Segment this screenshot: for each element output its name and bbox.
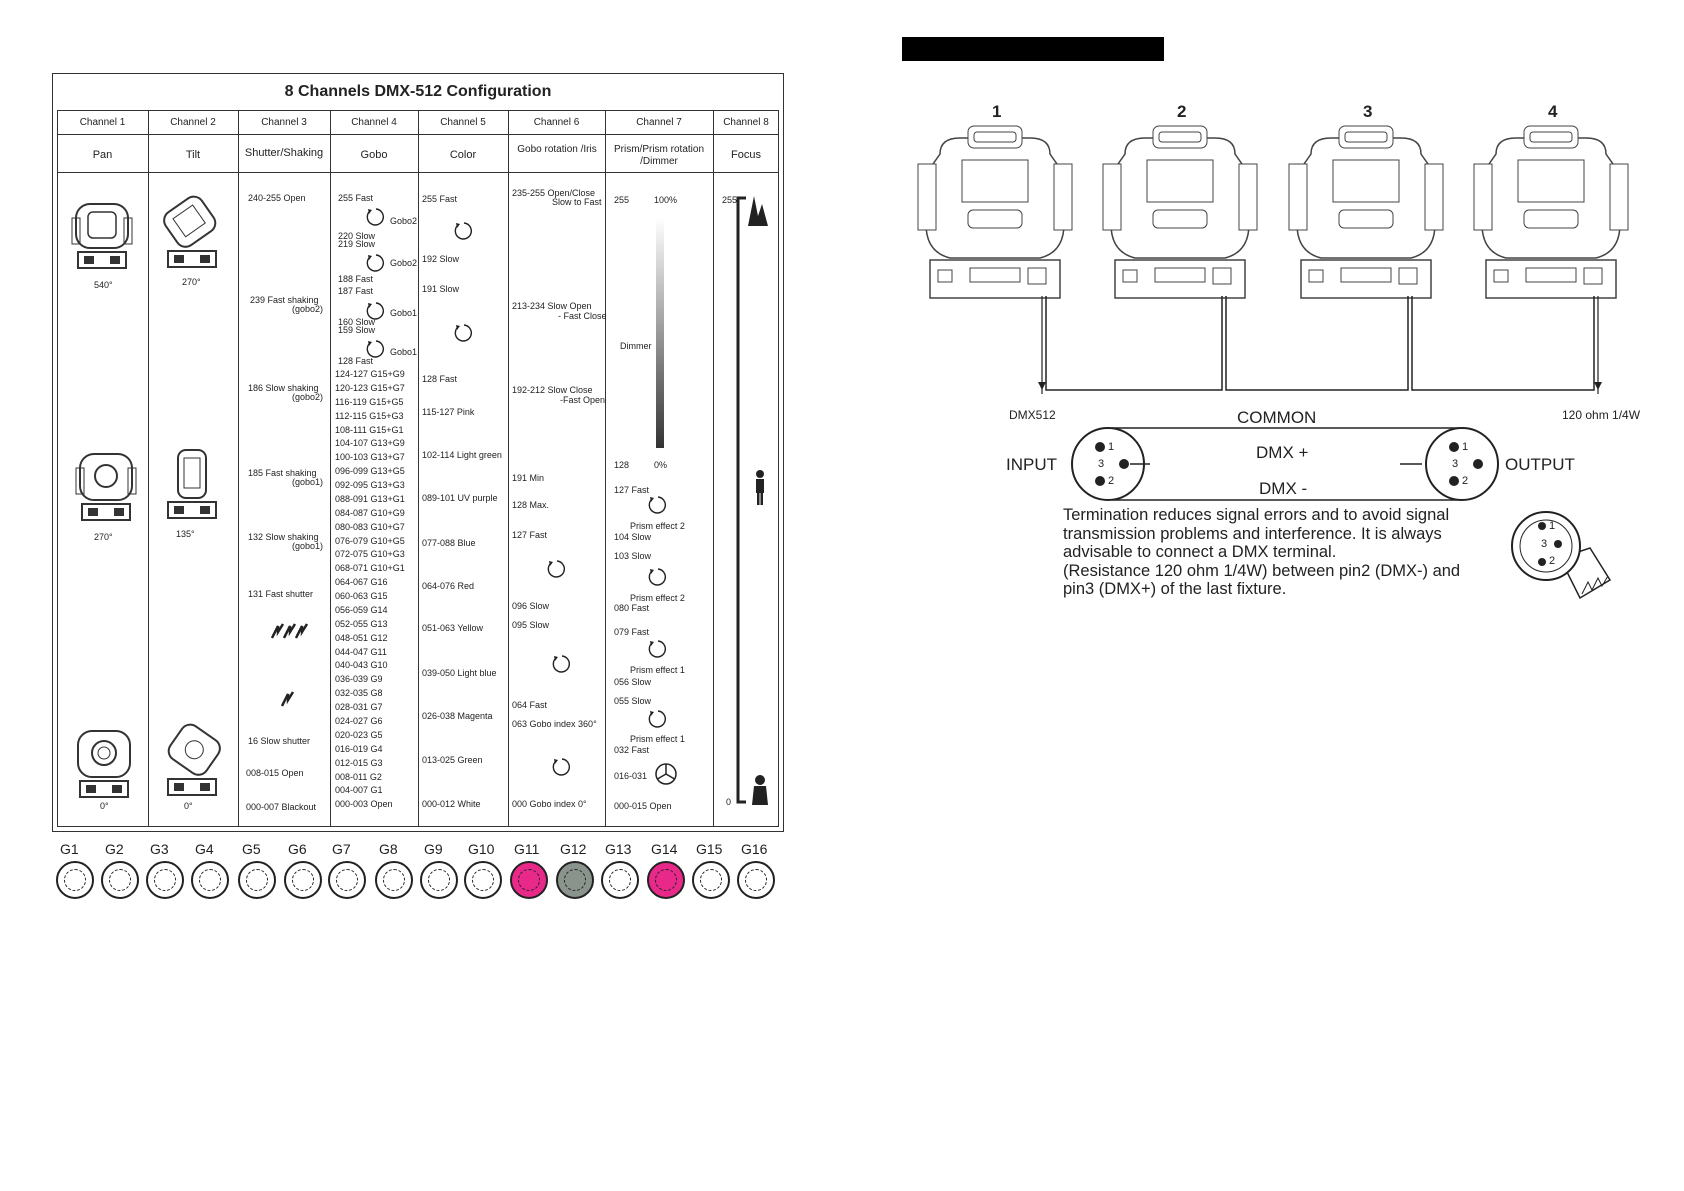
channel-header: Channel 3 <box>261 117 307 128</box>
xlr-terminator-plug-icon <box>1510 508 1614 604</box>
channel-header: Channel 8 <box>723 117 769 128</box>
fixture-number: 1 <box>992 102 1002 121</box>
pin-label: 1 <box>1462 441 1469 453</box>
moving-head-fixture-icon <box>1095 124 1265 304</box>
focus-min: 0 <box>726 797 732 807</box>
strobe-slow-icon <box>280 690 296 708</box>
gobo-label: G5 <box>242 841 261 857</box>
gobo-label: G4 <box>195 841 214 857</box>
ch3-value: 240-255 Open <box>248 193 306 203</box>
ch4-value: Gobo1 <box>390 308 418 318</box>
ch4-value: 084-087 G10+G9 <box>335 507 405 518</box>
gobo-label: G8 <box>379 841 398 857</box>
ch4-value: 080-083 G10+G7 <box>335 521 405 532</box>
ch6-value: - Fast Close <box>558 311 607 321</box>
channel-header: Channel 5 <box>440 117 486 128</box>
gobo-icon <box>510 861 548 899</box>
ch4-value: 100-103 G13+G7 <box>335 452 405 463</box>
gobo-icon <box>464 861 502 899</box>
ch7-value: 255 <box>614 195 630 205</box>
mountain-icon <box>748 196 768 226</box>
person-close-icon <box>752 775 768 805</box>
ch4-value: 124-127 G15+G9 <box>335 369 405 379</box>
dmx-daisy-chain-wires <box>1000 290 1610 400</box>
moving-head-icon <box>74 450 138 530</box>
gobo-label: G15 <box>696 841 723 857</box>
input-label: INPUT <box>1006 455 1057 474</box>
ch4-value: 040-043 G10 <box>335 660 388 671</box>
rotation-arrow-icon <box>550 756 572 778</box>
gobo-pattern <box>336 869 358 891</box>
ch3-value: 132 Slow shaking <box>248 532 319 542</box>
gobo-icon <box>56 861 94 899</box>
rotation-arrow-icon <box>364 338 386 360</box>
ch6-value: -Fast Open <box>560 395 606 405</box>
ch4-value: 120-123 G15+G7 <box>335 382 405 393</box>
gobo-icon <box>101 861 139 899</box>
gobo-pattern <box>199 869 221 891</box>
rotation-arrow-icon <box>646 708 668 730</box>
ch3-value: 008-015 Open <box>246 768 304 778</box>
gobo-icon <box>601 861 639 899</box>
ch4-value: Gobo2 <box>390 216 418 226</box>
gobo-icon <box>737 861 775 899</box>
col-line <box>238 111 239 827</box>
section-heading-bar <box>902 37 1164 61</box>
ch7-value: 100% <box>654 195 678 205</box>
ch6-value: 128 Max. <box>512 500 550 510</box>
ch7-value: Prism effect 2 <box>630 593 685 603</box>
col-line <box>418 111 419 827</box>
rotation-arrow-icon <box>550 653 572 675</box>
function-header: Shutter/Shaking <box>244 147 324 159</box>
ch4-value: 255 Fast <box>338 193 374 203</box>
ch3-value: 186 Slow shaking <box>248 383 319 393</box>
tilt-angle: 0° <box>184 801 193 811</box>
ch4-value: Gobo1 <box>390 347 418 357</box>
ch7-value: 055 Slow <box>614 696 652 706</box>
ch4-value: 060-063 G15 <box>335 591 388 602</box>
ch5-value: 000-012 White <box>422 799 481 809</box>
function-header: Prism/Prism rotation /Dimmer <box>613 144 704 167</box>
ch4-value: 108-111 G15+G1 <box>335 424 404 435</box>
pan-angle: 270° <box>94 532 113 542</box>
pin-label: 3 <box>1452 458 1459 470</box>
col-line <box>148 111 149 827</box>
ch6-value: 095 Slow <box>512 620 550 630</box>
function-header: Gobo rotation /Iris <box>517 144 597 155</box>
gobo-pattern <box>518 869 540 891</box>
gobo-mercedes-icon <box>654 762 678 786</box>
function-header: Tilt <box>185 149 201 161</box>
ch4-value: 012-015 G3 <box>335 757 383 768</box>
note-line: advisable to connect a DMX terminal. <box>1063 543 1337 562</box>
ch4-value: 076-079 G10+G5 <box>335 535 405 546</box>
ch5-value: 102-114 Light green <box>422 450 502 460</box>
ch4-value: 052-055 G13 <box>335 618 388 629</box>
ch6-value: 213-234 Slow Open <box>512 301 592 311</box>
ch5-value: 191 Slow <box>422 284 460 294</box>
ch4-value: 036-039 G9 <box>335 674 383 685</box>
gobo-label: G9 <box>424 841 443 857</box>
rotation-arrow-icon <box>452 322 474 344</box>
col-line <box>713 111 714 827</box>
gobo-pattern <box>700 869 722 891</box>
gobo-label: G2 <box>105 841 124 857</box>
ch4-value: 072-075 G10+G3 <box>335 549 405 560</box>
ch4-value: 160 Slow <box>338 317 376 327</box>
ch7-value: 079 Fast <box>614 627 650 637</box>
gobo-pattern <box>564 869 586 891</box>
ch7-value: 056 Slow <box>614 677 652 687</box>
function-header: Pan <box>92 149 113 161</box>
dmx-minus-label: DMX - <box>1259 479 1308 498</box>
ch3-value: 000-007 Blackout <box>246 802 317 812</box>
pin-label: 2 <box>1549 555 1556 567</box>
fixture-number: 2 <box>1177 102 1187 121</box>
focus-max: 255 <box>722 195 738 205</box>
ch3-value: 185 Fast shaking <box>248 468 317 478</box>
ch3-value: 131 Fast shutter <box>248 589 314 599</box>
ch4-value: 159 Slow <box>338 325 376 335</box>
strobe-fast-icon <box>270 622 310 640</box>
gobo-icon <box>238 861 276 899</box>
ch4-value: 064-067 G16 <box>335 577 388 588</box>
ch5-value: 089-101 UV purple <box>422 493 498 503</box>
moving-head-icon <box>70 198 134 278</box>
ch4-value: 219 Slow <box>338 239 376 249</box>
ch5-value: 255 Fast <box>422 194 458 204</box>
gobo-pattern <box>64 869 86 891</box>
pan-angle: 0° <box>100 801 109 811</box>
xlr-cable-diagram <box>1070 424 1500 504</box>
ch3-value: (gobo1) <box>292 541 324 551</box>
pin-label: 3 <box>1541 538 1548 550</box>
gobo-icon <box>420 861 458 899</box>
fixture-number: 4 <box>1548 102 1558 121</box>
ch4-value: 044-047 G11 <box>335 646 387 657</box>
pin-label: 1 <box>1549 520 1556 532</box>
dmx512-label: DMX512 <box>1009 408 1056 422</box>
ch7-value: 032 Fast <box>614 745 650 755</box>
ch6-value: 063 Gobo index 360° <box>512 719 597 729</box>
rotation-arrow-icon <box>364 252 386 274</box>
ch5-value: 013-025 Green <box>422 755 483 765</box>
gobo-label: G7 <box>332 841 351 857</box>
ch4-value: Gobo2 <box>390 258 418 268</box>
ch7-value: Dimmer <box>620 341 652 351</box>
focus-range-scale <box>732 190 778 810</box>
ch6-value: 000 Gobo index 0° <box>512 799 587 809</box>
gobo-pattern <box>428 869 450 891</box>
person-icon <box>756 470 764 505</box>
ch4-value: 187 Fast <box>338 286 374 296</box>
ch3-value: (gobo1) <box>292 477 324 487</box>
rotation-arrow-icon <box>646 494 668 516</box>
rotation-arrow-icon <box>646 566 668 588</box>
col-line <box>330 111 331 827</box>
rotation-arrow-icon <box>452 220 474 242</box>
ch6-value: 064 Fast <box>512 700 548 710</box>
gobo-label: G3 <box>150 841 169 857</box>
ch5-value: 039-050 Light blue <box>422 668 497 678</box>
channel-header: Channel 4 <box>351 117 397 128</box>
col-line <box>508 111 509 827</box>
function-header: Color <box>449 149 477 161</box>
moving-head-tilted-icon <box>160 195 224 275</box>
gobo-label: G1 <box>60 841 79 857</box>
common-label: COMMON <box>1237 408 1317 427</box>
ch4-value: 068-071 G10+G1 <box>335 563 405 574</box>
ch4-value: 104-107 G13+G9 <box>335 438 405 449</box>
ch4-value: 004-007 G1 <box>335 785 383 796</box>
ch3-value: (gobo2) <box>292 304 324 314</box>
tilt-angle: 270° <box>182 277 201 287</box>
gobo-pattern <box>246 869 268 891</box>
ch6-value: Slow to Fast <box>552 197 602 207</box>
channel-header: Channel 7 <box>636 117 682 128</box>
table-title: 8 Channels DMX-512 Configuration <box>284 83 552 100</box>
ch7-value: Prism effect 1 <box>630 734 685 744</box>
rotation-arrow-icon <box>364 206 386 228</box>
ch4-value: 016-019 G4 <box>335 743 383 754</box>
gobo-icon <box>692 861 730 899</box>
moving-head-fixture-icon <box>1466 124 1636 304</box>
ch4-value: 008-011 G2 <box>335 771 382 782</box>
gobo-pattern <box>472 869 494 891</box>
ch5-value: 064-076 Red <box>422 581 475 591</box>
channel-header: Channel 1 <box>79 117 126 128</box>
ch5-value: 026-038 Magenta <box>422 711 493 721</box>
col-line <box>605 111 606 827</box>
ch4-value: 024-027 G6 <box>335 716 383 726</box>
note-line: transmission problems and interference. It is always <box>1063 524 1442 543</box>
moving-head-side-icon <box>160 446 224 526</box>
gobo-icon <box>375 861 413 899</box>
rotation-arrow-icon <box>646 638 668 660</box>
note-line: Termination reduces signal errors and to avoid signal <box>1063 506 1450 524</box>
gobo-label: G13 <box>605 841 632 857</box>
ch6-value: 192-212 Slow Close <box>512 385 593 395</box>
channel-header: Channel 2 <box>170 117 216 128</box>
rotation-arrow-icon <box>364 300 386 322</box>
ch3-value: (gobo2) <box>292 392 324 402</box>
gobo-pattern <box>292 869 314 891</box>
ch7-value: Prism effect 1 <box>630 665 685 675</box>
ch7-value: 104 Slow <box>614 532 652 542</box>
ch7-value: 128 <box>614 460 630 470</box>
ch6-value: 191 Min <box>512 473 545 483</box>
ch4-value: 048-051 G12 <box>335 632 388 643</box>
gobo-label: G12 <box>560 841 587 857</box>
gobo-pattern <box>745 869 767 891</box>
gobo-icon <box>647 861 685 899</box>
moving-head-fixture-icon <box>1281 124 1451 304</box>
gobo-icon <box>146 861 184 899</box>
dimmer-gradient-bar <box>656 218 664 448</box>
ch6-value: 127 Fast <box>512 530 548 540</box>
ch5-value: 115-127 Pink <box>422 407 475 417</box>
gobo-pattern <box>609 869 631 891</box>
fixture-number: 3 <box>1363 102 1373 121</box>
ch4-value: 092-095 G13+G3 <box>335 480 405 491</box>
gobo-label: G14 <box>651 841 678 857</box>
note-line: pin3 (DMX+) of the last fixture. <box>1063 580 1287 599</box>
ch7-value: Prism effect 2 <box>630 521 685 531</box>
ch5-value: 051-063 Yellow <box>422 623 484 633</box>
gobo-pattern <box>655 869 677 891</box>
gobo-label: G6 <box>288 841 307 857</box>
ch7-value: 080 Fast <box>614 603 650 613</box>
ch7-value: 103 Slow <box>614 551 652 561</box>
ch3-value: 239 Fast shaking <box>250 295 319 305</box>
gobo-pattern <box>109 869 131 891</box>
pin-label: 2 <box>1108 475 1115 487</box>
ch7-value: 016-031 <box>614 771 648 781</box>
dmx-plus-label: DMX + <box>1256 443 1309 462</box>
ch6-value: 096 Slow <box>512 601 550 611</box>
rotation-arrow-icon <box>545 558 567 580</box>
pan-angle: 540° <box>94 280 113 290</box>
ch7-value: 127 Fast <box>614 485 650 495</box>
ch4-value: 128 Fast <box>338 356 374 366</box>
ch5-value: 128 Fast <box>422 374 458 384</box>
ch4-value: 096-099 G13+G5 <box>335 466 405 477</box>
ch4-value: 000-003 Open <box>335 799 393 810</box>
ch5-value: 077-088 Blue <box>422 538 476 548</box>
channel-header: Channel 6 <box>533 117 580 128</box>
moving-head-tilted-icon <box>160 723 224 803</box>
ch5-value: 192 Slow <box>422 254 460 264</box>
gobo-label: G10 <box>468 841 495 857</box>
moving-head-fixture-icon <box>910 124 1080 304</box>
ch6-value: 235-255 Open/Close <box>512 188 596 198</box>
ch4-value: 056-059 G14 <box>335 604 388 615</box>
ch4-value: 028-031 G7 <box>335 702 383 713</box>
ch4-value: 116-119 G15+G5 <box>335 396 404 407</box>
gobo-pattern <box>383 869 405 891</box>
moving-head-icon <box>72 727 136 807</box>
gobo-label: G16 <box>741 841 768 857</box>
pin-label: 1 <box>1108 441 1115 453</box>
gobo-icon <box>328 861 366 899</box>
function-header: Focus <box>731 149 761 161</box>
ch4-value: 020-023 G5 <box>335 729 383 740</box>
gobo-icon <box>284 861 322 899</box>
gobo-icon <box>191 861 229 899</box>
note-line: (Resistance 120 ohm 1/4W) between pin2 (DMX-) and <box>1063 561 1461 580</box>
gobo-label: G11 <box>514 841 540 857</box>
termination-note <box>1063 506 1460 599</box>
ch4-value: 188 Fast <box>338 274 374 284</box>
ch7-value: 0% <box>654 460 668 470</box>
ch4-value: 220 Slow <box>338 231 376 241</box>
terminator-label: 120 ohm 1/4W <box>1562 408 1641 422</box>
gobo-icon <box>556 861 594 899</box>
ch7-value: 000-015 Open <box>614 801 672 811</box>
output-label: OUTPUT <box>1505 455 1575 474</box>
gobo-pattern <box>154 869 176 891</box>
tilt-angle: 135° <box>176 529 195 539</box>
ch4-value: 032-035 G8 <box>335 688 383 699</box>
ch4-value: 112-115 G15+G3 <box>335 410 404 421</box>
ch3-value: 16 Slow shutter <box>248 736 311 746</box>
function-header: Gobo <box>360 149 388 161</box>
pin-label: 3 <box>1098 458 1105 470</box>
pin-label: 2 <box>1462 475 1469 487</box>
ch4-value: 088-091 G13+G1 <box>335 493 405 504</box>
